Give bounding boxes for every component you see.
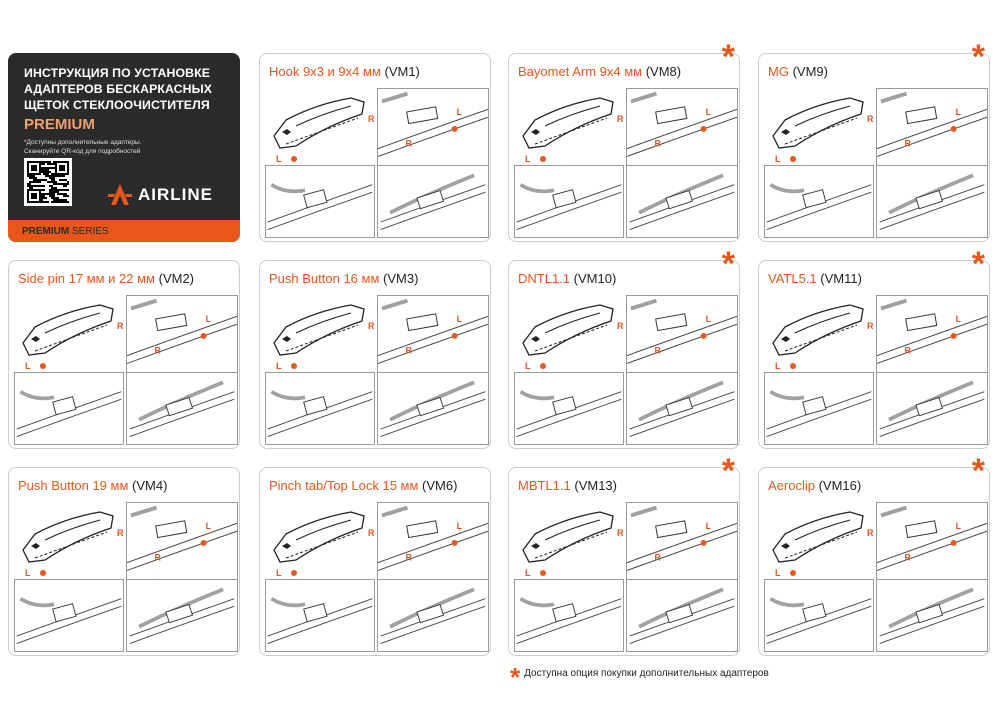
asterisk-icon: * [510, 662, 521, 692]
adapter-card [508, 38, 740, 242]
step-3-image [626, 165, 738, 238]
header-panel [8, 53, 240, 242]
asterisk-icon: * [721, 452, 735, 490]
qr-code[interactable] [24, 158, 72, 206]
step-3-image [377, 165, 489, 238]
step-2-image [514, 372, 624, 445]
step-2-image [764, 372, 874, 445]
svg-text:R: R [117, 321, 123, 331]
adapter-card [8, 260, 240, 449]
svg-text:L: L [525, 361, 531, 371]
adapter-card [758, 245, 990, 449]
step-3-image [626, 372, 738, 445]
asterisk-icon: * [971, 452, 985, 490]
svg-text:R: R [867, 321, 873, 331]
instruction-title: ИНСТРУКЦИЯ ПО УСТАНОВКЕ АДАПТЕРОВ БЕСКАРКАСНЫХ ЩЕТОК СТЕКЛООЧИСТИТЕЛЯ [24, 66, 213, 112]
adapter-card [758, 38, 990, 242]
svg-text:L: L [955, 107, 961, 118]
svg-text:R: R [617, 528, 623, 538]
adapter-card [508, 452, 740, 656]
adapter-illustration [765, 293, 873, 371]
adapter-card [259, 260, 491, 449]
adapter-illustration [765, 500, 873, 578]
asterisk-icon: * [721, 245, 735, 283]
svg-text:L: L [775, 154, 781, 164]
svg-text:R: R [904, 345, 911, 356]
adapter-title: DNTL1.1 (VM10) [518, 271, 617, 286]
adapter-title: Side pin 17 мм и 22 мм (VM2) [18, 271, 194, 286]
asterisk-icon: * [721, 38, 735, 76]
svg-text:R: R [654, 345, 661, 356]
asterisk-icon: * [971, 245, 985, 283]
step-1-image [876, 295, 988, 373]
step-1-image [377, 502, 489, 580]
step-3-image [126, 372, 238, 445]
step-2-image [764, 579, 874, 652]
svg-text:R: R [154, 345, 161, 356]
qr-note: *Доступны дополнительные адаптеры. Сканируйте QR-код для подробностей [24, 139, 142, 155]
step-2-image [265, 372, 375, 445]
premium-series-band: PREMIUM SERIES [8, 220, 240, 242]
adapter-title: MG (VM9) [768, 64, 828, 79]
step-2-image [764, 165, 874, 238]
adapter-title: Push Button 19 мм (VM4) [18, 478, 168, 493]
svg-text:L: L [276, 361, 282, 371]
svg-text:R: R [654, 552, 661, 563]
svg-text:L: L [205, 521, 211, 532]
svg-text:R: R [904, 552, 911, 563]
svg-text:L: L [205, 314, 211, 325]
step-1-image [126, 502, 238, 580]
svg-text:R: R [368, 528, 374, 538]
svg-text:L: L [955, 314, 961, 325]
step-1-image [626, 502, 738, 580]
step-1-image [377, 295, 489, 373]
adapter-card [259, 53, 491, 242]
step-1-image [876, 88, 988, 166]
step-3-image [876, 579, 988, 652]
adapter-illustration [765, 86, 873, 164]
svg-text:L: L [525, 154, 531, 164]
svg-text:R: R [405, 345, 412, 356]
airline-logo: AIRLINE [108, 183, 213, 207]
step-1-image [126, 295, 238, 373]
adapter-card [758, 452, 990, 656]
svg-text:L: L [25, 568, 31, 578]
svg-text:R: R [904, 138, 911, 149]
step-3-image [377, 372, 489, 445]
airline-logo-icon [108, 183, 132, 207]
svg-text:R: R [405, 138, 412, 149]
adapter-card [8, 467, 240, 656]
svg-text:R: R [654, 138, 661, 149]
step-3-image [876, 372, 988, 445]
step-1-image [377, 88, 489, 166]
adapter-card [508, 245, 740, 449]
step-3-image [377, 579, 489, 652]
adapter-illustration [266, 86, 374, 164]
svg-text:L: L [775, 361, 781, 371]
svg-text:R: R [368, 114, 374, 124]
step-2-image [265, 579, 375, 652]
adapter-title: Hook 9x3 и 9x4 мм (VM1) [269, 64, 420, 79]
svg-text:R: R [117, 528, 123, 538]
adapter-card [259, 467, 491, 656]
svg-text:L: L [775, 568, 781, 578]
adapter-title: Push Button 16 мм (VM3) [269, 271, 419, 286]
svg-text:L: L [25, 361, 31, 371]
adapter-title: Pinch tab/Top Lock 15 мм (VM6) [269, 478, 458, 493]
step-3-image [626, 579, 738, 652]
step-3-image [126, 579, 238, 652]
svg-text:L: L [456, 314, 462, 325]
step-1-image [626, 88, 738, 166]
svg-text:R: R [368, 321, 374, 331]
step-2-image [14, 372, 124, 445]
step-1-image [626, 295, 738, 373]
adapter-illustration [515, 500, 623, 578]
svg-text:L: L [705, 521, 711, 532]
svg-text:R: R [867, 114, 873, 124]
svg-text:R: R [617, 321, 623, 331]
svg-text:R: R [867, 528, 873, 538]
svg-text:R: R [617, 114, 623, 124]
asterisk-icon: * [971, 38, 985, 76]
adapter-illustration [515, 293, 623, 371]
adapter-illustration [15, 293, 123, 371]
svg-text:L: L [276, 154, 282, 164]
step-2-image [14, 579, 124, 652]
adapter-title: MBTL1.1 (VM13) [518, 478, 617, 493]
svg-text:L: L [456, 521, 462, 532]
step-1-image [876, 502, 988, 580]
adapter-title: Bayomet Arm 9x4 мм (VM8) [518, 64, 682, 79]
premium-label: PREMIUM [24, 116, 95, 133]
svg-text:L: L [525, 568, 531, 578]
footnote: * Доступна опция покупки дополнительных адаптеров [510, 662, 769, 692]
step-3-image [876, 165, 988, 238]
svg-text:L: L [705, 107, 711, 118]
adapter-illustration [266, 293, 374, 371]
adapter-title: Aeroclip (VM16) [768, 478, 862, 493]
svg-text:R: R [154, 552, 161, 563]
adapter-title: VATL5.1 (VM11) [768, 271, 862, 286]
adapter-illustration [515, 86, 623, 164]
step-2-image [514, 579, 624, 652]
svg-text:R: R [405, 552, 412, 563]
svg-text:L: L [955, 521, 961, 532]
step-2-image [514, 165, 624, 238]
svg-text:L: L [705, 314, 711, 325]
adapter-illustration [266, 500, 374, 578]
svg-text:L: L [456, 107, 462, 118]
svg-text:L: L [276, 568, 282, 578]
step-2-image [265, 165, 375, 238]
adapter-illustration [15, 500, 123, 578]
